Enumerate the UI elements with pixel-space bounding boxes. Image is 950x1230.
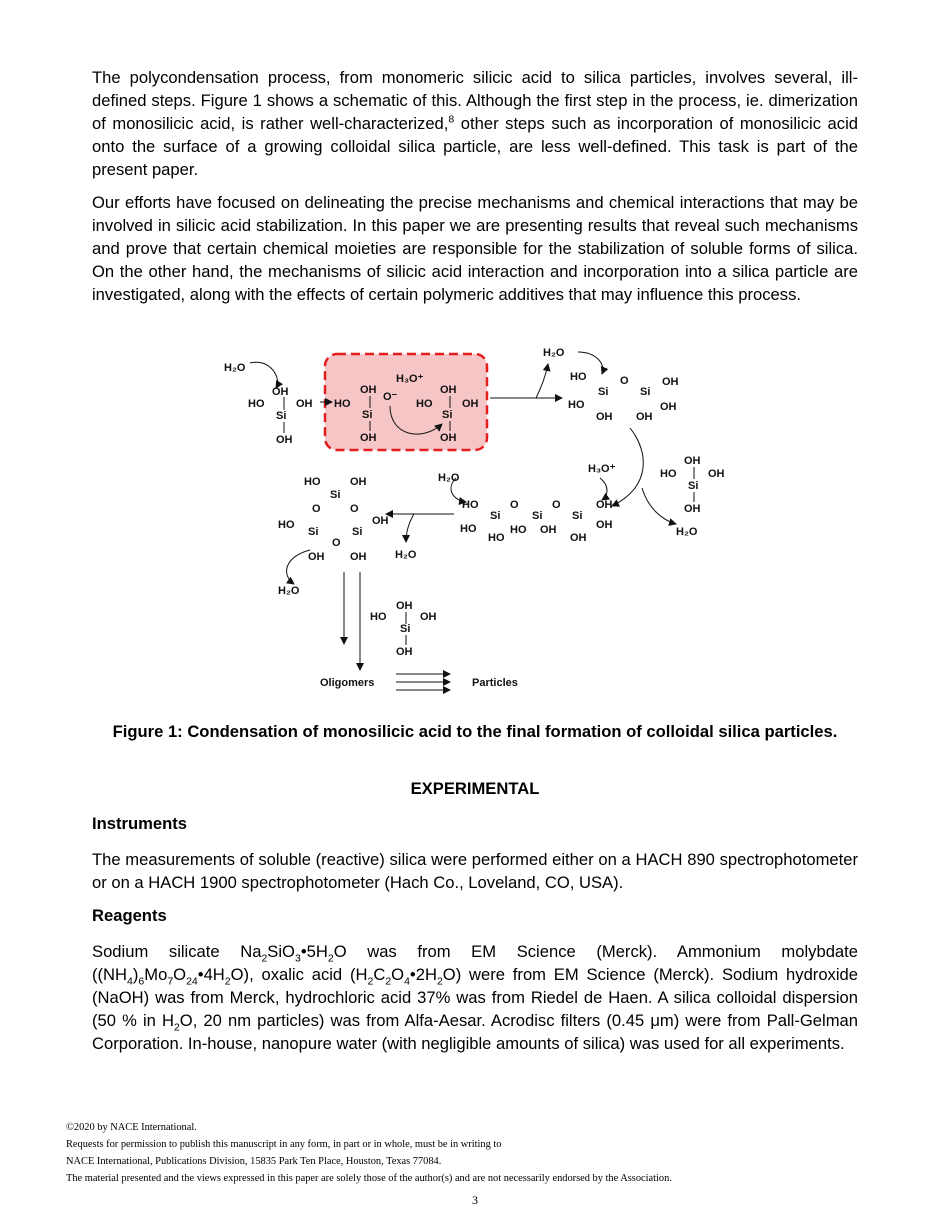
svg-text:OH: OH — [684, 503, 701, 515]
svg-text:O: O — [620, 375, 629, 387]
dimer — [543, 347, 679, 423]
svg-text:OH: OH — [662, 376, 679, 388]
svg-text:OH: OH — [596, 411, 613, 423]
svg-text:H₂O: H₂O — [395, 549, 417, 561]
section-heading-experimental: EXPERIMENTAL — [410, 779, 540, 798]
svg-text:HO: HO — [660, 468, 677, 480]
svg-text:OH: OH — [540, 524, 557, 536]
svg-text:Si: Si — [362, 409, 373, 421]
footer-copyright: ©2020 by NACE International. — [66, 1122, 197, 1133]
svg-text:OH: OH — [420, 611, 437, 623]
svg-text:Si: Si — [532, 510, 543, 522]
svg-text:H₂O: H₂O — [224, 362, 246, 374]
monosilicic-acid-left — [224, 362, 332, 446]
svg-text:OH: OH — [596, 499, 613, 511]
svg-text:Si: Si — [352, 526, 363, 538]
svg-text:O: O — [552, 499, 561, 511]
svg-text:OH: OH — [308, 551, 325, 563]
svg-text:Si: Si — [598, 386, 609, 398]
svg-text:H₂O: H₂O — [438, 472, 460, 484]
svg-text:OH: OH — [660, 401, 677, 413]
svg-text:OH: OH — [570, 532, 587, 544]
particles-label: Particles — [472, 677, 518, 689]
svg-text:Si: Si — [308, 526, 319, 538]
page-number: 3 — [472, 1193, 478, 1207]
svg-text:HO: HO — [370, 611, 387, 623]
figure-caption: Figure 1: Condensation of monosilicic acid to the final formation of colloidal silica particles. — [112, 722, 838, 741]
svg-text:OH: OH — [276, 434, 293, 446]
svg-text:H₃O⁺: H₃O⁺ — [396, 373, 424, 385]
svg-text:HO: HO — [334, 398, 351, 410]
svg-text:HO: HO — [488, 532, 505, 544]
svg-text:OH: OH — [462, 398, 479, 410]
footer-disclaimer: The material presented and the views expressed in this paper are solely those of the author(s) and are not necessarily endorsed by the Association. — [66, 1173, 672, 1184]
svg-text:OH: OH — [350, 476, 367, 488]
reagents-paragraph: Sodium silicate $Na_2SiO_3•5H_2O$ was from EM Science (Merck). Ammonium molybdate $((NH_4)_6Mo_7O_{24}•4H_2O)$, oxalic acid $(H_2C_2O_4•2H_2O)$ were from EM Science (Merck). Sodium hydroxide (NaOH) was from Merck, hydrochloric acid 37% was from Riedel de Haen. A silica colloidal dispersion (50 % in $H_2O$, 20 nm particles) was from Alfa-Aesar. Acrodisc filters (0.45 μm) were from Pall-Gelman Corporation. In-house, nanopure water (with negligible amounts of silica) was used for all experiments. — [92, 942, 858, 1053]
arrow-to-trimer — [612, 428, 643, 506]
svg-text:Si: Si — [400, 623, 411, 635]
svg-text:O: O — [312, 503, 321, 515]
svg-text:O: O — [332, 537, 341, 549]
instruments-paragraph: The measurements of soluble (reactive) silica were performed either on a HACH 890 spectrophotometer or on a HACH 1900 spectrophotometer (Hach Co., Loveland, CO, USA). — [92, 850, 858, 892]
svg-text:O⁻: O⁻ — [383, 391, 398, 403]
monosilicic-acid-bottom — [370, 600, 437, 658]
svg-text:OH: OH — [272, 386, 289, 398]
condensation-schematic — [210, 338, 750, 698]
svg-text:OH: OH — [596, 519, 613, 531]
trimer — [438, 463, 616, 544]
svg-text:HO: HO — [460, 523, 477, 535]
subheading-instruments: Instruments — [92, 814, 187, 833]
svg-text:OH: OH — [440, 384, 457, 396]
svg-text:HO: HO — [462, 499, 479, 511]
svg-text:Si: Si — [490, 510, 501, 522]
svg-text:OH: OH — [684, 455, 701, 467]
svg-text:HO: HO — [304, 476, 321, 488]
svg-text:Si: Si — [330, 489, 341, 501]
svg-text:Si: Si — [572, 510, 583, 522]
svg-text:Si: Si — [688, 480, 699, 492]
svg-text:Si: Si — [640, 386, 651, 398]
svg-text:H₃O⁺: H₃O⁺ — [588, 463, 616, 475]
svg-text:OH: OH — [396, 646, 413, 658]
svg-text:H₂O: H₂O — [676, 526, 698, 538]
svg-text:O: O — [510, 499, 519, 511]
svg-text:OH: OH — [296, 398, 313, 410]
svg-text:H₂O: H₂O — [543, 347, 565, 359]
intro-paragraph-1: The polycondensation process, from monomeric silicic acid to silica particles, involves several, ill-defined steps. Figure 1 shows a schematic of this. Although the first step in the process, ie. dimerization of monosilicic acid, is rather well-characterized,$^8$ other steps such as incorporation of monosilicic acid onto the surface of a growing colloidal silica particle, are less well-defined. This task is part of the present paper. — [92, 68, 858, 179]
citation-ref[interactable]: 8 — [448, 113, 455, 126]
svg-text:OH: OH — [372, 515, 389, 527]
svg-text:HO: HO — [416, 398, 433, 410]
oligomers-label: Oligomers — [320, 677, 375, 689]
svg-text:OH: OH — [708, 468, 725, 480]
subheading-reagents: Reagents — [92, 906, 167, 925]
svg-text:OH: OH — [360, 432, 377, 444]
svg-text:HO: HO — [248, 398, 265, 410]
svg-text:OH: OH — [636, 411, 653, 423]
svg-text:OH: OH — [396, 600, 413, 612]
svg-text:OH: OH — [360, 384, 377, 396]
svg-text:HO: HO — [510, 524, 527, 536]
footer-address: NACE International, Publications Division, 15835 Park Ten Place, Houston, Texas 77084. — [66, 1156, 442, 1167]
svg-text:OH: OH — [440, 432, 457, 444]
intro-paragraph-2: Our efforts have focused on delineating the precise mechanisms and chemical interactions that may be involved in silicic acid stabilization. In this paper we are presenting results that reveal such mechanisms and prove that certain chemical moieties are responsible for the stabilization of soluble forms of silica. On the other hand, the mechanisms of silicic acid interaction and incorporation into a silica particle are investigated, along with the effects of certain polymeric additives that may influence this process. — [92, 193, 858, 304]
monosilicic-acid-right — [660, 455, 725, 538]
svg-text:HO: HO — [568, 399, 585, 411]
svg-text:Si: Si — [276, 410, 287, 422]
cyclic-trimer — [278, 476, 389, 597]
svg-text:Si: Si — [442, 409, 453, 421]
svg-text:OH: OH — [350, 551, 367, 563]
svg-text:HO: HO — [570, 371, 587, 383]
svg-text:H₂O: H₂O — [278, 585, 300, 597]
svg-text:O: O — [350, 503, 359, 515]
footer-permission: Requests for permission to publish this manuscript in any form, in part or in whole, must be in writing to — [66, 1139, 502, 1150]
svg-text:HO: HO — [278, 519, 295, 531]
